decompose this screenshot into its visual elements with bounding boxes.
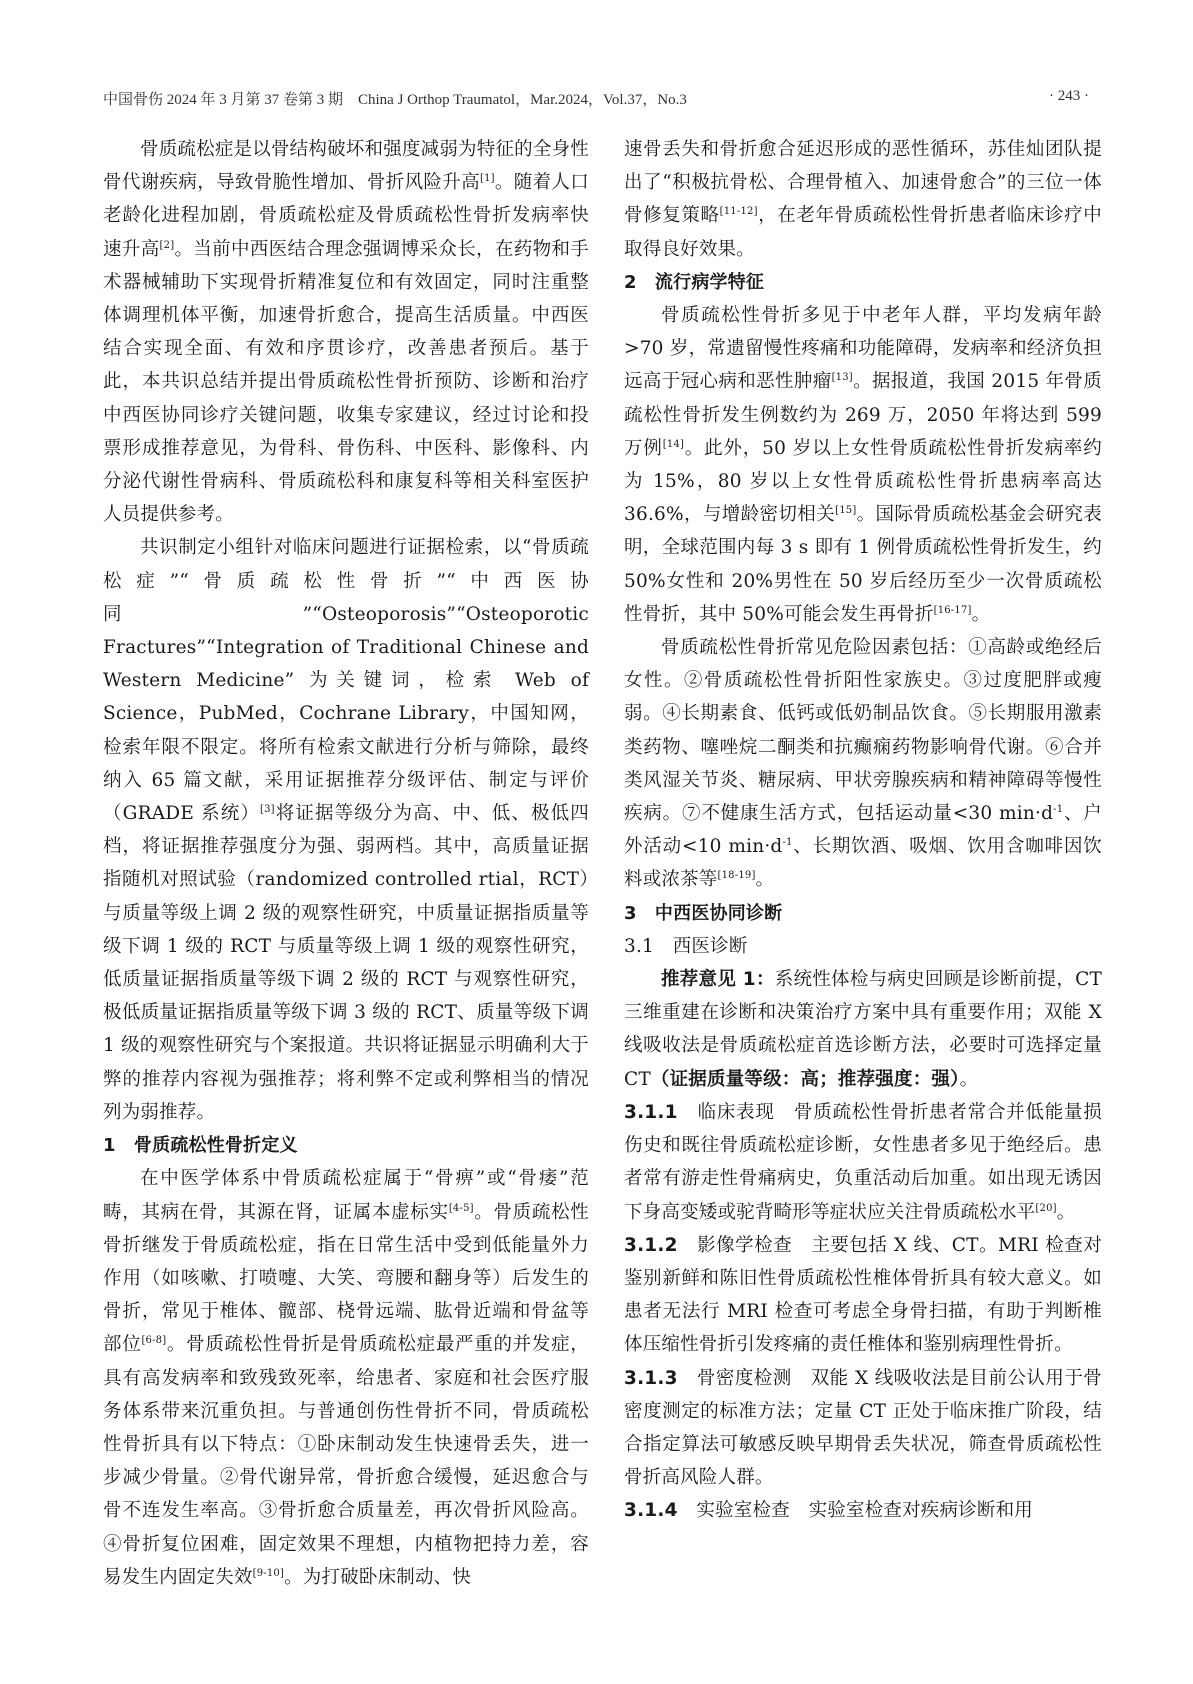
- section-heading-1: 1 骨质疏松性骨折定义: [103, 1135, 298, 1157]
- unit-exponent: -1: [782, 837, 793, 849]
- citation-ref: [18-19]: [717, 870, 756, 882]
- subsection-heading-3-1: 3.1 西医诊断: [624, 935, 748, 957]
- citation-ref: [14]: [662, 438, 685, 450]
- citation-ref: [4-5]: [448, 1202, 474, 1214]
- journal-citation: 中国骨伤 2024 年 3 月第 37 卷第 3 期 China J Orthop Traumatol，Mar.2024，Vol.37，No.3: [103, 92, 687, 108]
- unit-exponent: -1: [1053, 804, 1064, 816]
- citation-ref: [1]: [479, 173, 495, 185]
- subsection-3-1-3: 3.1.3 骨密度检测 双能 X 线吸收法是目前公认用于骨密度测定的标准方法；定量 CT 正处于临床推广阶段，结合指定算法可敏感反映早期骨丢失状况，筛查骨质疏松性骨折高风险人群。: [624, 1367, 1102, 1489]
- recommendation-1: 推荐意见 1：系统性体检与病史回顾是诊断前提，CT 三维重建在诊断和决策治疗方案中具有重要作用；双能 X 线吸收法是骨质疏松症首选诊断方法，必要时可选择定量 CT（证据质量等级：高；推荐强度：强）。: [624, 969, 1102, 1090]
- citation-ref: [3]: [259, 804, 275, 816]
- running-header: [0, 0, 1193, 120]
- paragraph-methods: 共识制定小组针对临床问题进行证据检索，以“骨质疏松症”“骨质疏松性骨折”“中西医协同”“Osteoporosis”“Osteoporotic Fractures”“Integration of Traditional Chinese and Western Medicine” 为关键词，检索 Web of Science，PubMed，Cochrane Library，中国知网，检索年限不限定。将所有检索文献进行分析与筛除，最终纳入 65 篇文献，采用证据推荐分级评估、制定与评价（GRADE 系统）[3]将证据等级分为高、中、低、极低四档，将证据推荐强度分为强、弱两档。其中，高质量证据指随机对照试验（randomized controlled rtial，RCT）与质量等级上调 2 级的观察性研究，中质量证据指质量等级下调 1 级的 RCT 与质量等级上调 1 级的观察性研究，低质量证据指质量等级下调 2 级的 RCT 与观察性研究，极低质量证据指质量等级下调 3 级的 RCT、质量等级下调 1 级的观察性研究与个案报道。共识将证据显示明确利大于弊的推荐内容视为强推荐；将利弊不定或利弊相当的情况列为弱推荐。: [103, 537, 589, 1123]
- paragraph-epidemiology: 骨质疏松性骨折多见于中老年人群，平均发病年龄>70 岁，常遗留慢性疼痛和功能障碍，发病率和经济负担远高于冠心病和恶性肿瘤[13]。据报道，我国 2015 年骨质疏松性骨折发生例数约为 269 万，2050 年将达到 599 万例[14]。此外，50 岁以上女性骨质疏松性骨折发病率约为 15%，80 岁以上女性骨质疏松性骨折患病率高达 36.6%，与增龄密切相关[15]。国际骨质疏松基金会研究表明，全球范围内每 3 s 即有 1 例骨质疏松性骨折发生，约 50%女性和 20%男性在 50 岁后经历至少一次骨质疏松性骨折，其中 50%可能会发生再骨折[16-17]。: [624, 305, 1102, 625]
- paragraph-intro: 骨质疏松症是以骨结构破坏和强度减弱为特征的全身性骨代谢疾病，导致骨脆性增加、骨折风险升高[1]。随着人口老龄化进程加剧，骨质疏松症及骨质疏松性骨折发病率快速升高[2]。当前中西医结合理念强调博采众长，在药物和手术器械辅助下实现骨折精准复位和有效固定，同时注重整体调理机体平衡，加速骨折愈合，提高生活质量。中西医结合实现全面、有效和序贯诊疗，改善患者预后。基于此，本共识总结并提出骨质疏松性骨折预防、诊断和治疗中西医协同诊疗关键问题，收集专家建议，经过讨论和投票形成推荐意见，为骨科、骨伤科、中医科、影像科、内分泌代谢性骨病科、骨质疏松科和康复科等相关科室医护人员提供参考。: [103, 139, 589, 526]
- section-heading-3: 3 中西医协同诊断: [624, 902, 783, 924]
- citation-ref: [6-8]: [141, 1335, 167, 1347]
- citation-ref: [13]: [831, 372, 853, 384]
- right-column: [624, 133, 1102, 1528]
- subsection-3-1-1: 3.1.1 临床表现 骨质疏松性骨折患者常合并低能量损伤史和既往骨质疏松症诊断，女性患者多见于绝经后。患者常有游走性骨痛病史，负重活动后加重。如出现无诱因下身高变矮或驼背畸形等症状应关注骨质疏松水平[20]。: [624, 1101, 1103, 1223]
- evidence-grade: （证据质量等级：高；推荐强度：强）: [650, 1068, 960, 1090]
- subsection-3-1-4: 3.1.4 实验室检查 实验室检查对疾病诊断和用: [624, 1500, 1034, 1522]
- page-number: · 243 ·: [1049, 88, 1089, 104]
- section-heading-2: 2 流行病学特征: [624, 271, 765, 293]
- recommendation-label: 推荐意见 1：: [661, 969, 775, 991]
- citation-ref: [15]: [835, 505, 857, 517]
- citation-ref: [9-10]: [252, 1567, 285, 1579]
- subsection-3-1-2: 3.1.2 影像学检查 主要包括 X 线、CT。MRI 检查对鉴别新鲜和陈旧性骨质疏松性椎体骨折具有较大意义。如患者无法行 MRI 检查可考虑全身骨扫描，有助于判断椎体压缩性骨折引发疼痛的责任椎体和鉴别病理性骨折。: [624, 1234, 1103, 1356]
- paragraph-continued: 速骨丢失和骨折愈合延迟形成的恶性循环，苏佳灿团队提出了“积极抗骨松、合理骨植入、加速骨愈合”的三位一体骨修复策略[11-12]，在老年骨质疏松性骨折患者临床诊疗中取得良好效果。: [624, 139, 1102, 260]
- citation-ref: [2]: [159, 239, 175, 251]
- paragraph-definition: 在中医学体系中骨质疏松症属于“骨痹”或“骨痿”范畴，其病在骨，其源在肾，证属本虚标实[4-5]。骨质疏松性骨折继发于骨质疏松症，指在日常生活中受到低能量外力作用（如咳嗽、打喷嚏、大笑、弯腰和翻身等）后发生的骨折，常见于椎体、髋部、桡骨远端、肱骨近端和骨盆等部位[6-8]。骨质疏松性骨折是骨质疏松症最严重的并发症，具有高发病率和致残致死率，给患者、家庭和社会医疗服务体系带来沉重负担。与普通创伤性骨折不同，骨质疏松性骨折具有以下特点：①卧床制动发生快速骨丢失，进一步减少骨量。②骨代谢异常，骨折愈合缓慢，延迟愈合与骨不连发生率高。③骨折愈合质量差，再次骨折风险高。④骨折复位困难，固定效果不理想，内植物把持力差，容易发生内固定失效[9-10]。为打破卧床制动、快: [103, 1168, 590, 1588]
- citation-ref: [11-12]: [719, 206, 758, 218]
- citation-ref: [20]: [1035, 1202, 1057, 1214]
- citation-ref: [16-17]: [933, 604, 972, 616]
- left-column: [103, 133, 589, 1594]
- paragraph-risk-factors: 骨质疏松性骨折常见危险因素包括：①高龄或绝经后女性。②骨质疏松性骨折阳性家族史。③过度肥胖或瘦弱。④长期素食、低钙或低奶制品饮食。⑤长期服用激素类药物、噻唑烷二酮类和抗癫痫药物影响骨代谢。⑥合并类风湿关节炎、糖尿病、甲状旁腺疾病和精神障碍等慢性疾病。⑦不健康生活方式，包括运动量<30 $\min\cdot d^{-1}$、户外活动<10 $\min\cdot d^{-1}$、长期饮酒、吸烟、饮用含咖啡因饮料或浓茶等[18-19]。: [624, 637, 1103, 891]
